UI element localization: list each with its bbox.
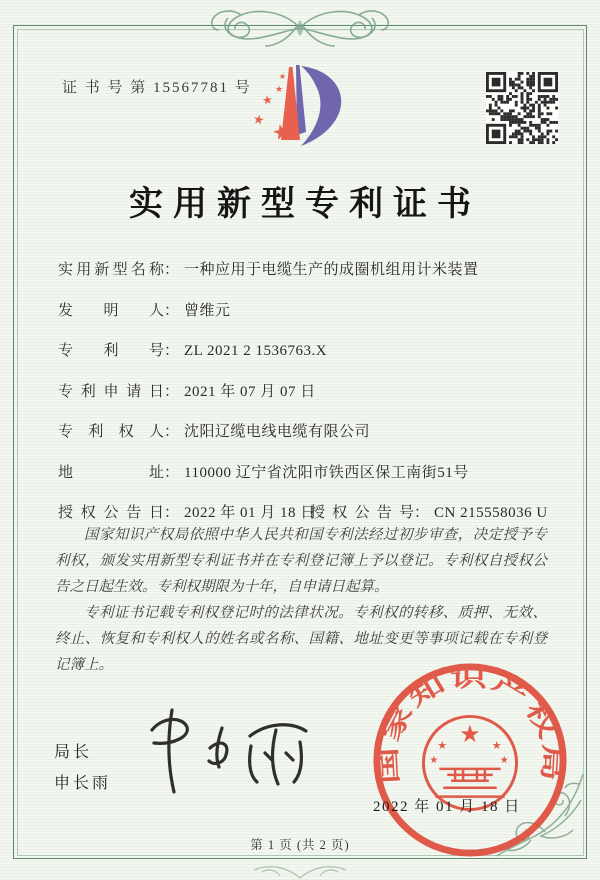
grant-number-value: CN 215558036 U [434, 505, 548, 521]
field-label: 地址 [58, 464, 164, 481]
legal-paragraph-2: 专利证书记载专利权登记时的法律状况。专利权的转移、质押、无效、终止、恢复和专利权人的姓名或名称、国籍、地址变更等事项记载在专利登记簿上。 [55, 605, 547, 673]
official-seal [368, 658, 572, 862]
grant-date-label: 授权公告日 [58, 505, 164, 521]
bottom-flourish-ornament [240, 864, 360, 880]
field-label: 专利申请日 [58, 383, 164, 400]
page-number: 第 1 页 (共 2 页) [250, 838, 350, 852]
grant-date-value: 2022 年 01 月 18 日 [184, 505, 316, 521]
grant-number-label: 授权公告号 [310, 505, 414, 521]
svg-text:★: ★ [275, 84, 284, 94]
svg-text:★: ★ [437, 740, 448, 753]
field-row-name: 实用新型名称 ： 一种应用于电缆生产的成圈机组用计米装置 [58, 258, 550, 279]
svg-text:★: ★ [261, 92, 274, 108]
certificate-number: 证 书 号 第 15567781 号 [62, 80, 252, 96]
field-value: 沈阳辽缆电线电缆有限公司 [184, 424, 371, 440]
svg-text:★: ★ [269, 118, 294, 146]
field-label: 专利权人 [58, 424, 164, 440]
field-row-patentee: 专利权人 ： 沈阳辽缆电线电缆有限公司 [58, 420, 550, 441]
qr-code [486, 72, 558, 144]
svg-text:★: ★ [499, 754, 509, 766]
field-value: 曾维元 [184, 302, 231, 319]
field-row-address: 地址 ： 110000 辽宁省沈阳市铁西区保工南街51号 [58, 461, 550, 482]
svg-text:★: ★ [277, 71, 288, 82]
svg-text:★: ★ [429, 754, 439, 766]
field-list [58, 258, 550, 542]
legal-text [55, 522, 547, 678]
field-label: 发明人 [58, 302, 164, 319]
svg-text:★: ★ [459, 722, 481, 749]
svg-text:★: ★ [251, 111, 266, 128]
field-value: 2021 年 07 月 07 日 [184, 383, 316, 400]
certificate-title: 实用新型专利证书 [129, 186, 481, 223]
field-row-filing-date: 专利申请日 ： 2021 年 07 月 07 日 [58, 380, 550, 401]
seal-date: 2022 年 01 月 18 日 [373, 799, 521, 815]
field-row-patent-number: 专利号 ： ZL 2021 2 1536763.X [58, 339, 550, 360]
signer-title: 局长 [54, 744, 93, 761]
signature-icon [138, 700, 328, 805]
field-value: 一种应用于电缆生产的成圈机组用计米装置 [184, 262, 479, 278]
field-row-grant: 授权公告日 ： 2022 年 01 月 18 日 授权公告号 ： CN 215558036 U [58, 501, 550, 522]
field-value: ZL 2021 2 1536763.X [184, 343, 328, 359]
field-row-inventor: 发明人 ： 曾维元 [58, 299, 550, 320]
seal-text: 国家知识产权局 [376, 666, 565, 785]
cnipa-logo-icon [225, 62, 375, 162]
signer-name: 申长雨 [54, 775, 112, 792]
field-value: 110000 辽宁省沈阳市铁西区保工南街51号 [184, 464, 469, 481]
field-label: 专利号 [58, 343, 164, 359]
signer-block [54, 737, 111, 799]
svg-text:★: ★ [491, 740, 502, 753]
field-label: 实用新型名称 [58, 262, 164, 278]
legal-paragraph-1: 国家知识产权局依照中华人民共和国专利法经过初步审查，决定授予专利权，颁发实用新型专利证书并在专利登记簿上予以登记。专利权自授权公告之日起生效。专利权期限为十年，自申请日起算。 [55, 527, 547, 595]
